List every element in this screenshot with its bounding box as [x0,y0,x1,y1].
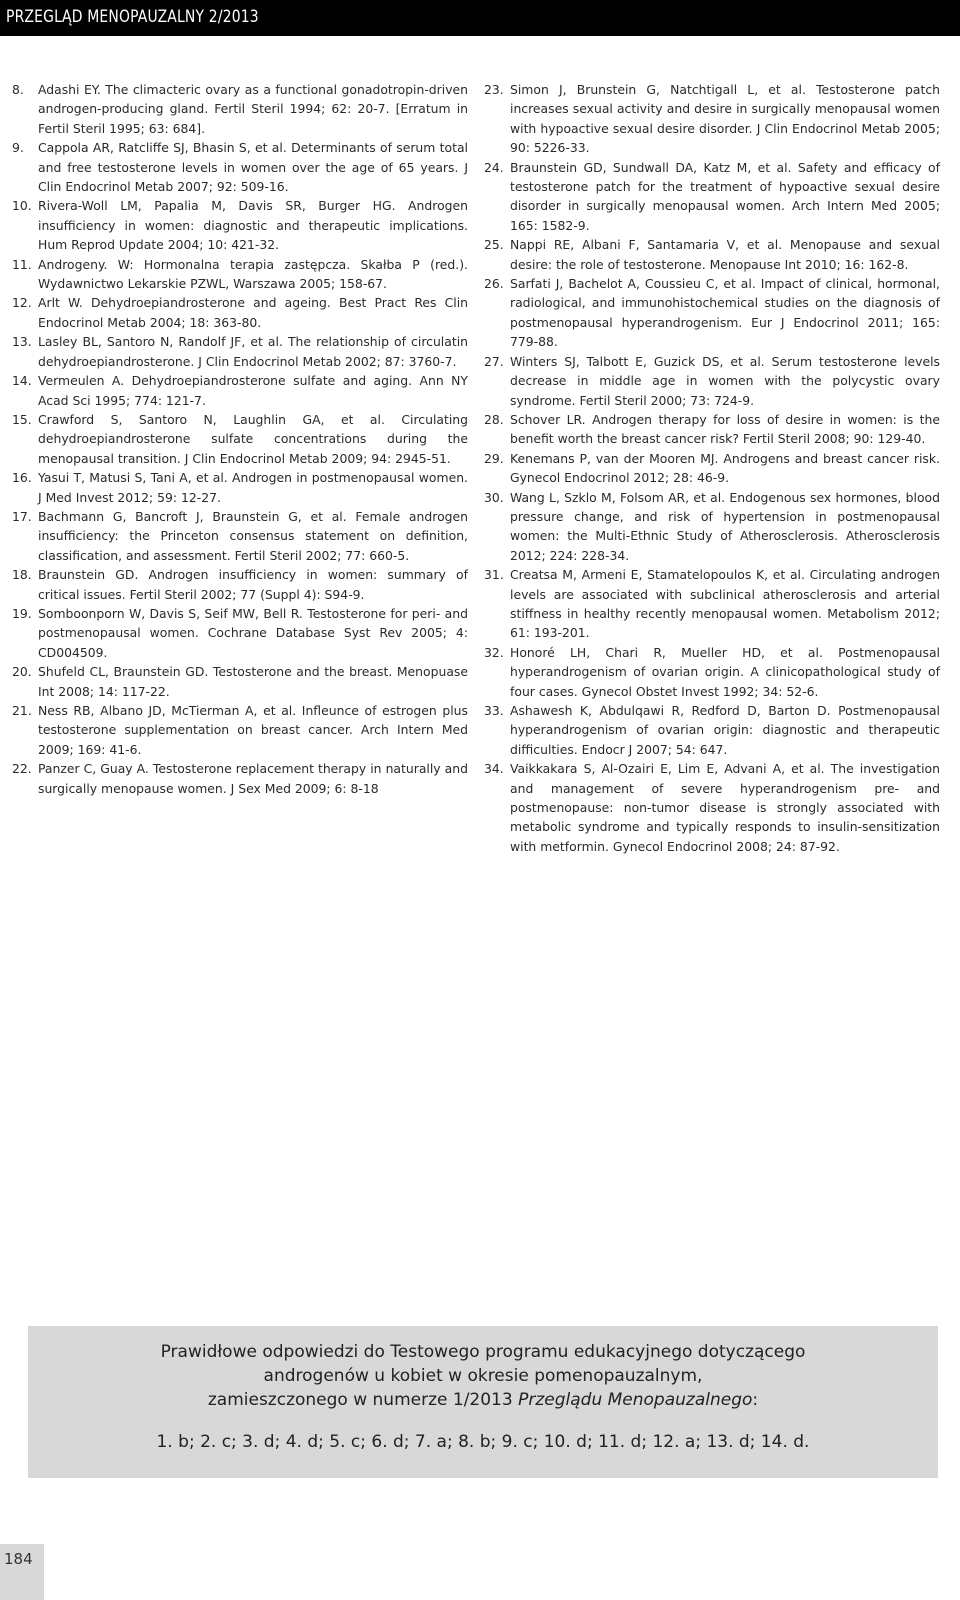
reference-item [12,293,468,332]
reference-number: 12. [12,295,32,311]
reference-text: Vaikkakara S, Al-Ozairi E, Lim E, Advani A, et al. The investigation and management of severe hyperandrogenism pre- and postmenopause: non-tumor disease is strongly associated with metabolic syndrome and typically responds to insulin-sensitization with metformin. Gynecol Endocrinol 2008; 24: 87-92. [510,761,940,854]
reference-item [484,643,940,701]
reference-number: 18. [12,567,32,583]
journal-title: PRZEGLĄD MENOPAUZALNY 2/2013 [6,7,259,27]
reference-number: 20. [12,664,32,680]
reference-number: 13. [12,334,32,350]
reference-item [484,274,940,352]
reference-text: Vermeulen A. Dehydroepiandrosterone sulfate and aging. Ann NY Acad Sci 1995; 774: 121-7. [38,373,468,408]
reference-number: 32. [484,644,504,660]
reference-item [12,565,468,604]
reference-text: Rivera-Woll LM, Papalia M, Davis SR, Burger HG. Androgen insufficiency in women: diagnostic and therapeutic implications. Hum Reprod Update 2004; 10: 421-32. [38,198,468,253]
reference-text: Cappola AR, Ratcliffe SJ, Bhasin S, et al. Determinants of serum total and free testosterone levels in women over the age of 65 years. J Clin Endocrinol Metab 2007; 92: 509-16. [38,140,468,195]
reference-text: Ness RB, Albano JD, McTierman A, et al. Infleunce of estrogen plus testosterone supplementation on breast cancer. Arch Intern Med 2009; 169: 41-6. [38,703,468,757]
reference-item [484,352,940,410]
references-column-left [12,80,468,798]
reference-number: 29. [484,450,504,466]
answer-key-title-line [28,1388,938,1412]
reference-text: Braunstein GD, Sundwall DA, Katz M, et al. Safety and efficacy of testosterone patch for the treatment of hypoactive sexual desire disorder in surgically menopausal women. Arch Intern Med 2005; 165: 1582-9. [510,159,940,233]
answer-key-title [28,1340,938,1412]
page-number-box [0,1544,44,1600]
reference-item [484,759,940,856]
reference-number: 27. [484,353,504,369]
reference-number: 33. [484,703,504,718]
reference-text: Simon J, Brunstein G, Natchtigall L, et al. Testosterone patch increases sexual activity and desire in surgically menopausal women with hypoactive sexual desire disorder. J Clin Endocrinol Metab 2005; 90: 5226-33. [510,82,940,156]
reference-text: Kenemans P, van der Mooren MJ. Androgens and breast cancer risk. Gynecol Endocrinol 2012; 28: 46-9. [510,450,940,486]
answer-key-list: 1. b; 2. c; 3. d; 4. d; 5. c; 6. d; 7. a; 8. b; 9. c; 10. d; 11. d; 12. a; 13. d; 14. d. [156,1432,810,1452]
reference-number: 24. [484,159,504,175]
reference-number: 11. [12,256,32,272]
reference-number: 16. [12,470,32,486]
reference-text: Sarfati J, Bachelot A, Coussieu C, et al. Impact of clinical, hormonal, radiological, and immunohistochemical studies on the diagnosis of postmenopausal hyperandrogenism. Eur J Endocrinol 2011; 165: 779-88. [510,276,940,350]
reference-number: 25. [484,237,504,253]
reference-text: Panzer C, Guay A. Testosterone replacement therapy in naturally and surgically menopause women. J Sex Med 2009; 6: 8-18 [38,761,468,796]
reference-text: Lasley BL, Santoro N, Randolf JF, et al. The relationship of circulatin dehydroepiandrosterone. J Clin Endocrinol Metab 2002; 87: 3760-7. [38,334,468,369]
reference-number: 17. [12,508,32,524]
reference-number: 10. [12,198,32,214]
reference-text: Winters SJ, Talbott E, Guzick DS, et al. Serum testosterone levels decrease in middle age in women with the polycystic ovary syndrome. Fertil Steril 2000; 73: 724-9. [510,353,940,408]
answer-key-title-line: androgenów u kobiet w okresie pomenopauzalnym, [263,1366,703,1386]
journal-name-italic: Przeglądu Menopauzalnego [518,1390,753,1410]
reference-number: 23. [484,82,504,97]
reference-text: Honoré LH, Chari R, Mueller HD, et al. Postmenopausal hyperandrogenism of ovarian origin. A clinicopathological study of four cases. Gynecol Obstet Invest 1992; 34: 52-6. [510,644,940,699]
journal-header-bar [0,0,960,36]
reference-number: 19. [12,605,32,621]
reference-text: Somboonporn W, Davis S, Seif MW, Bell R. Testosterone for peri- and postmenopausal women. Cochrane Database Syst Rev 2005; 4: CD004509. [38,605,468,660]
reference-item [12,604,468,662]
reference-number: 8. [12,82,24,97]
reference-item [12,759,468,798]
reference-text: Yasui T, Matusi S, Tani A, et al. Androgen in postmenopausal women. J Med Invest 2012; 59: 12-27. [38,470,468,505]
reference-number: 14. [12,373,32,389]
reference-text: Crawford S, Santoro N, Laughlin GA, et al. Circulating dehydroepiandrosterone sulfate concentrations during the menopausal transition. J Clin Endocrinol Metab 2009; 94: 2945-51. [38,411,468,466]
reference-number: 21. [12,703,32,718]
reference-number: 26. [484,276,504,292]
answer-key-box [28,1326,938,1478]
answer-key-title-prefix: zamieszczonego w numerze 1/2013 [207,1390,519,1410]
reference-text: Arlt W. Dehydroepiandrosterone and ageing. Best Pract Res Clin Endocrinol Metab 2004; 18: 363-80. [38,295,468,330]
reference-text: Nappi RE, Albani F, Santamaria V, et al. Menopause and sexual desire: the role of testosterone. Menopause Int 2010; 16: 162-8. [510,237,940,272]
reference-item [12,507,468,565]
reference-number: 34. [484,761,504,777]
reference-item [12,468,468,507]
reference-item [484,565,940,643]
reference-number: 22. [12,761,32,777]
reference-text: Adashi EY. The climacteric ovary as a functional gonadotropin-driven androgen-producing gland. Fertil Steril 1994; 62: 20-7. [Erratum in Fertil Steril 1995; 63: 684]. [38,82,468,136]
reference-text: Bachmann G, Bancroft J, Braunstein G, et al. Female androgen insufficiency: the Princeton consensus statement on definition, classification, and assessment. Fertil Steril 2002; 77: 660-5. [38,508,468,563]
reference-item [12,196,468,254]
reference-number: 30. [484,489,504,505]
reference-item [12,332,468,371]
page-number: 184 [4,1550,33,1568]
reference-item [12,410,468,468]
reference-item [484,488,940,566]
reference-number: 28. [484,411,504,427]
reference-number: 15. [12,411,32,427]
reference-text: Ashawesh K, Abdulqawi R, Redford D, Barton D. Postmenopausal hyperandrogenism of ovarian origin: diagnostic and therapeutic difficulties. Endocr J 2007; 54: 647. [510,703,940,757]
reference-item [484,80,940,158]
answer-key-title-suffix: : [752,1390,759,1410]
answer-key-title-line: Prawidłowe odpowiedzi do Testowego programu edukacyjnego dotyczącego [160,1342,806,1362]
reference-text: Androgeny. W: Hormonalna terapia zastępcza. Skałba P (red.). Wydawnictwo Lekarskie PZWL, Warszawa 2005; 158-67. [38,256,468,292]
reference-item [12,138,468,196]
reference-item [12,662,468,701]
reference-number: 31. [484,567,504,583]
reference-text: Braunstein GD. Androgen insufficiency in women: summary of critical issues. Fertil Steril 2002; 77 (Suppl 4): S94-9. [38,567,468,602]
reference-item [484,701,940,759]
reference-item [12,255,468,294]
reference-item [484,158,940,236]
reference-item [484,410,940,449]
references-column-right [484,80,940,856]
reference-item [12,80,468,138]
reference-text: Schover LR. Androgen therapy for loss of desire in women: is the benefit worth the breast cancer risk? Fertil Steril 2008; 90: 129-40. [510,411,940,447]
reference-number: 9. [12,140,24,156]
reference-text: Wang L, Szklo M, Folsom AR, et al. Endogenous sex hormones, blood pressure change, and risk of hypertension in postmenopausal women: the Multi-Ethnic Study of Atherosclerosis. Atherosclerosis 2012; 224: 228-34. [510,489,940,563]
reference-item [12,371,468,410]
reference-text: Creatsa M, Armeni E, Stamatelopoulos K, et al. Circulating androgen levels are associated with subclinical atherosclerosis and arterial stiffness in healthy recently menopausal women. Metabolism 2012; 61: 193-201. [510,567,940,641]
reference-text: Shufeld CL, Braunstein GD. Testosterone and the breast. Menopuase Int 2008; 14: 117-22. [38,664,468,699]
reference-item [12,701,468,759]
reference-item [484,235,940,274]
reference-item [484,449,940,488]
